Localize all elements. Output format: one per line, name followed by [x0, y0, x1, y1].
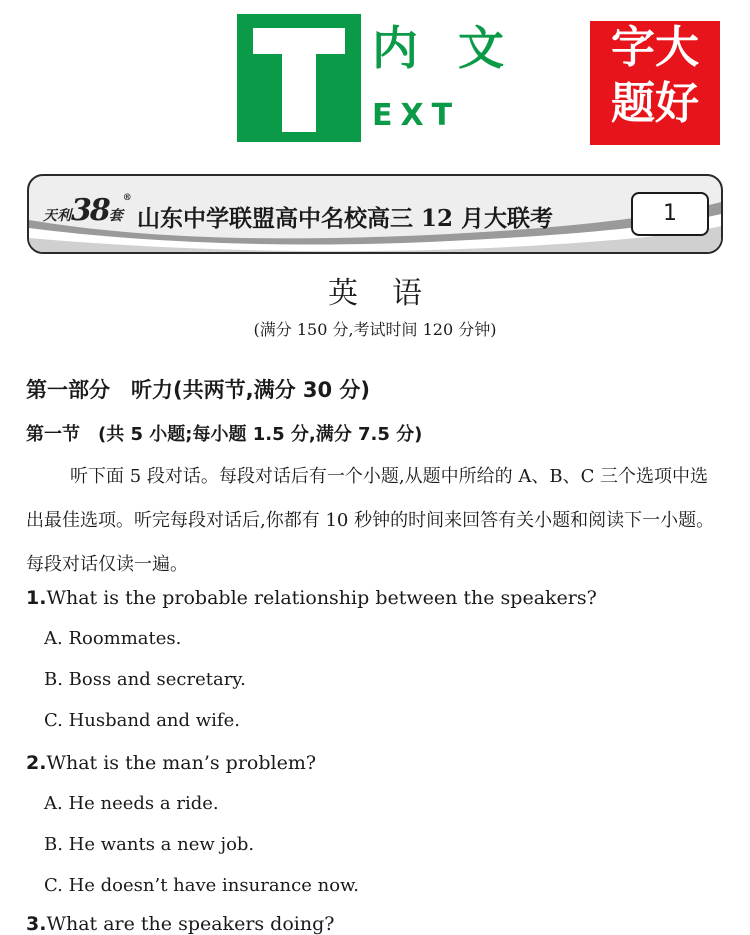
badge-line-2: 题好 — [611, 78, 699, 129]
question-text: What is the probable relationship between the speakers? — [46, 587, 597, 609]
brand-suffix: 套 — [108, 208, 123, 224]
question-1 — [26, 587, 597, 609]
part-title: 第一部分 听力(共两节,满分 30 分) — [26, 378, 371, 402]
option-2c: C. He doesn’t have insurance now. — [44, 875, 360, 896]
section-title: 第一节 (共 5 小题;每小题 1.5 分,满分 7.5 分) — [26, 424, 423, 445]
option-2b: B. He wants a new job. — [44, 834, 255, 855]
instructions: 听下面 5 段对话。每段对话后有一个小题,从题中所给的 A、B、C 三个选项中选出最佳选项。听完每段对话后,你都有 10 秒钟的时间来回答有关小题和阅读下一小题。每段对话仅读一遍。 — [26, 466, 715, 575]
registered-mark: ® — [122, 193, 132, 203]
brand-logo — [43, 193, 132, 228]
score-note: (满分 150 分,考试时间 120 分钟) — [253, 320, 497, 339]
question-2 — [26, 752, 316, 774]
text-logo-t-stem — [282, 28, 316, 132]
logo-title-en: EXT — [372, 98, 461, 133]
option-1a: A. Roommates. — [44, 628, 182, 649]
badge-line-1: 字大 — [611, 22, 699, 73]
exam-banner — [27, 174, 723, 254]
question-number: 1. — [26, 587, 47, 609]
option-1c: C. Husband and wife. — [44, 710, 240, 731]
question-text: What are the speakers doing? — [46, 913, 335, 935]
brand-number: 38 — [71, 193, 109, 228]
option-1b: B. Boss and secretary. — [44, 669, 246, 690]
exam-number-box: 1 — [631, 192, 709, 236]
large-print-badge — [590, 21, 720, 145]
question-number: 3. — [26, 913, 47, 935]
subject-title: 英语 — [328, 276, 456, 311]
question-text: What is the man’s problem? — [46, 752, 317, 774]
question-number: 2. — [26, 752, 47, 774]
exam-title: 山东中学联盟高中名校高三 12 月大联考 — [137, 205, 554, 232]
question-3 — [26, 913, 334, 935]
option-2a: A. He needs a ride. — [44, 793, 219, 814]
logo-title-cn: 内文 — [372, 21, 544, 75]
brand-text: 天利 — [43, 208, 71, 224]
